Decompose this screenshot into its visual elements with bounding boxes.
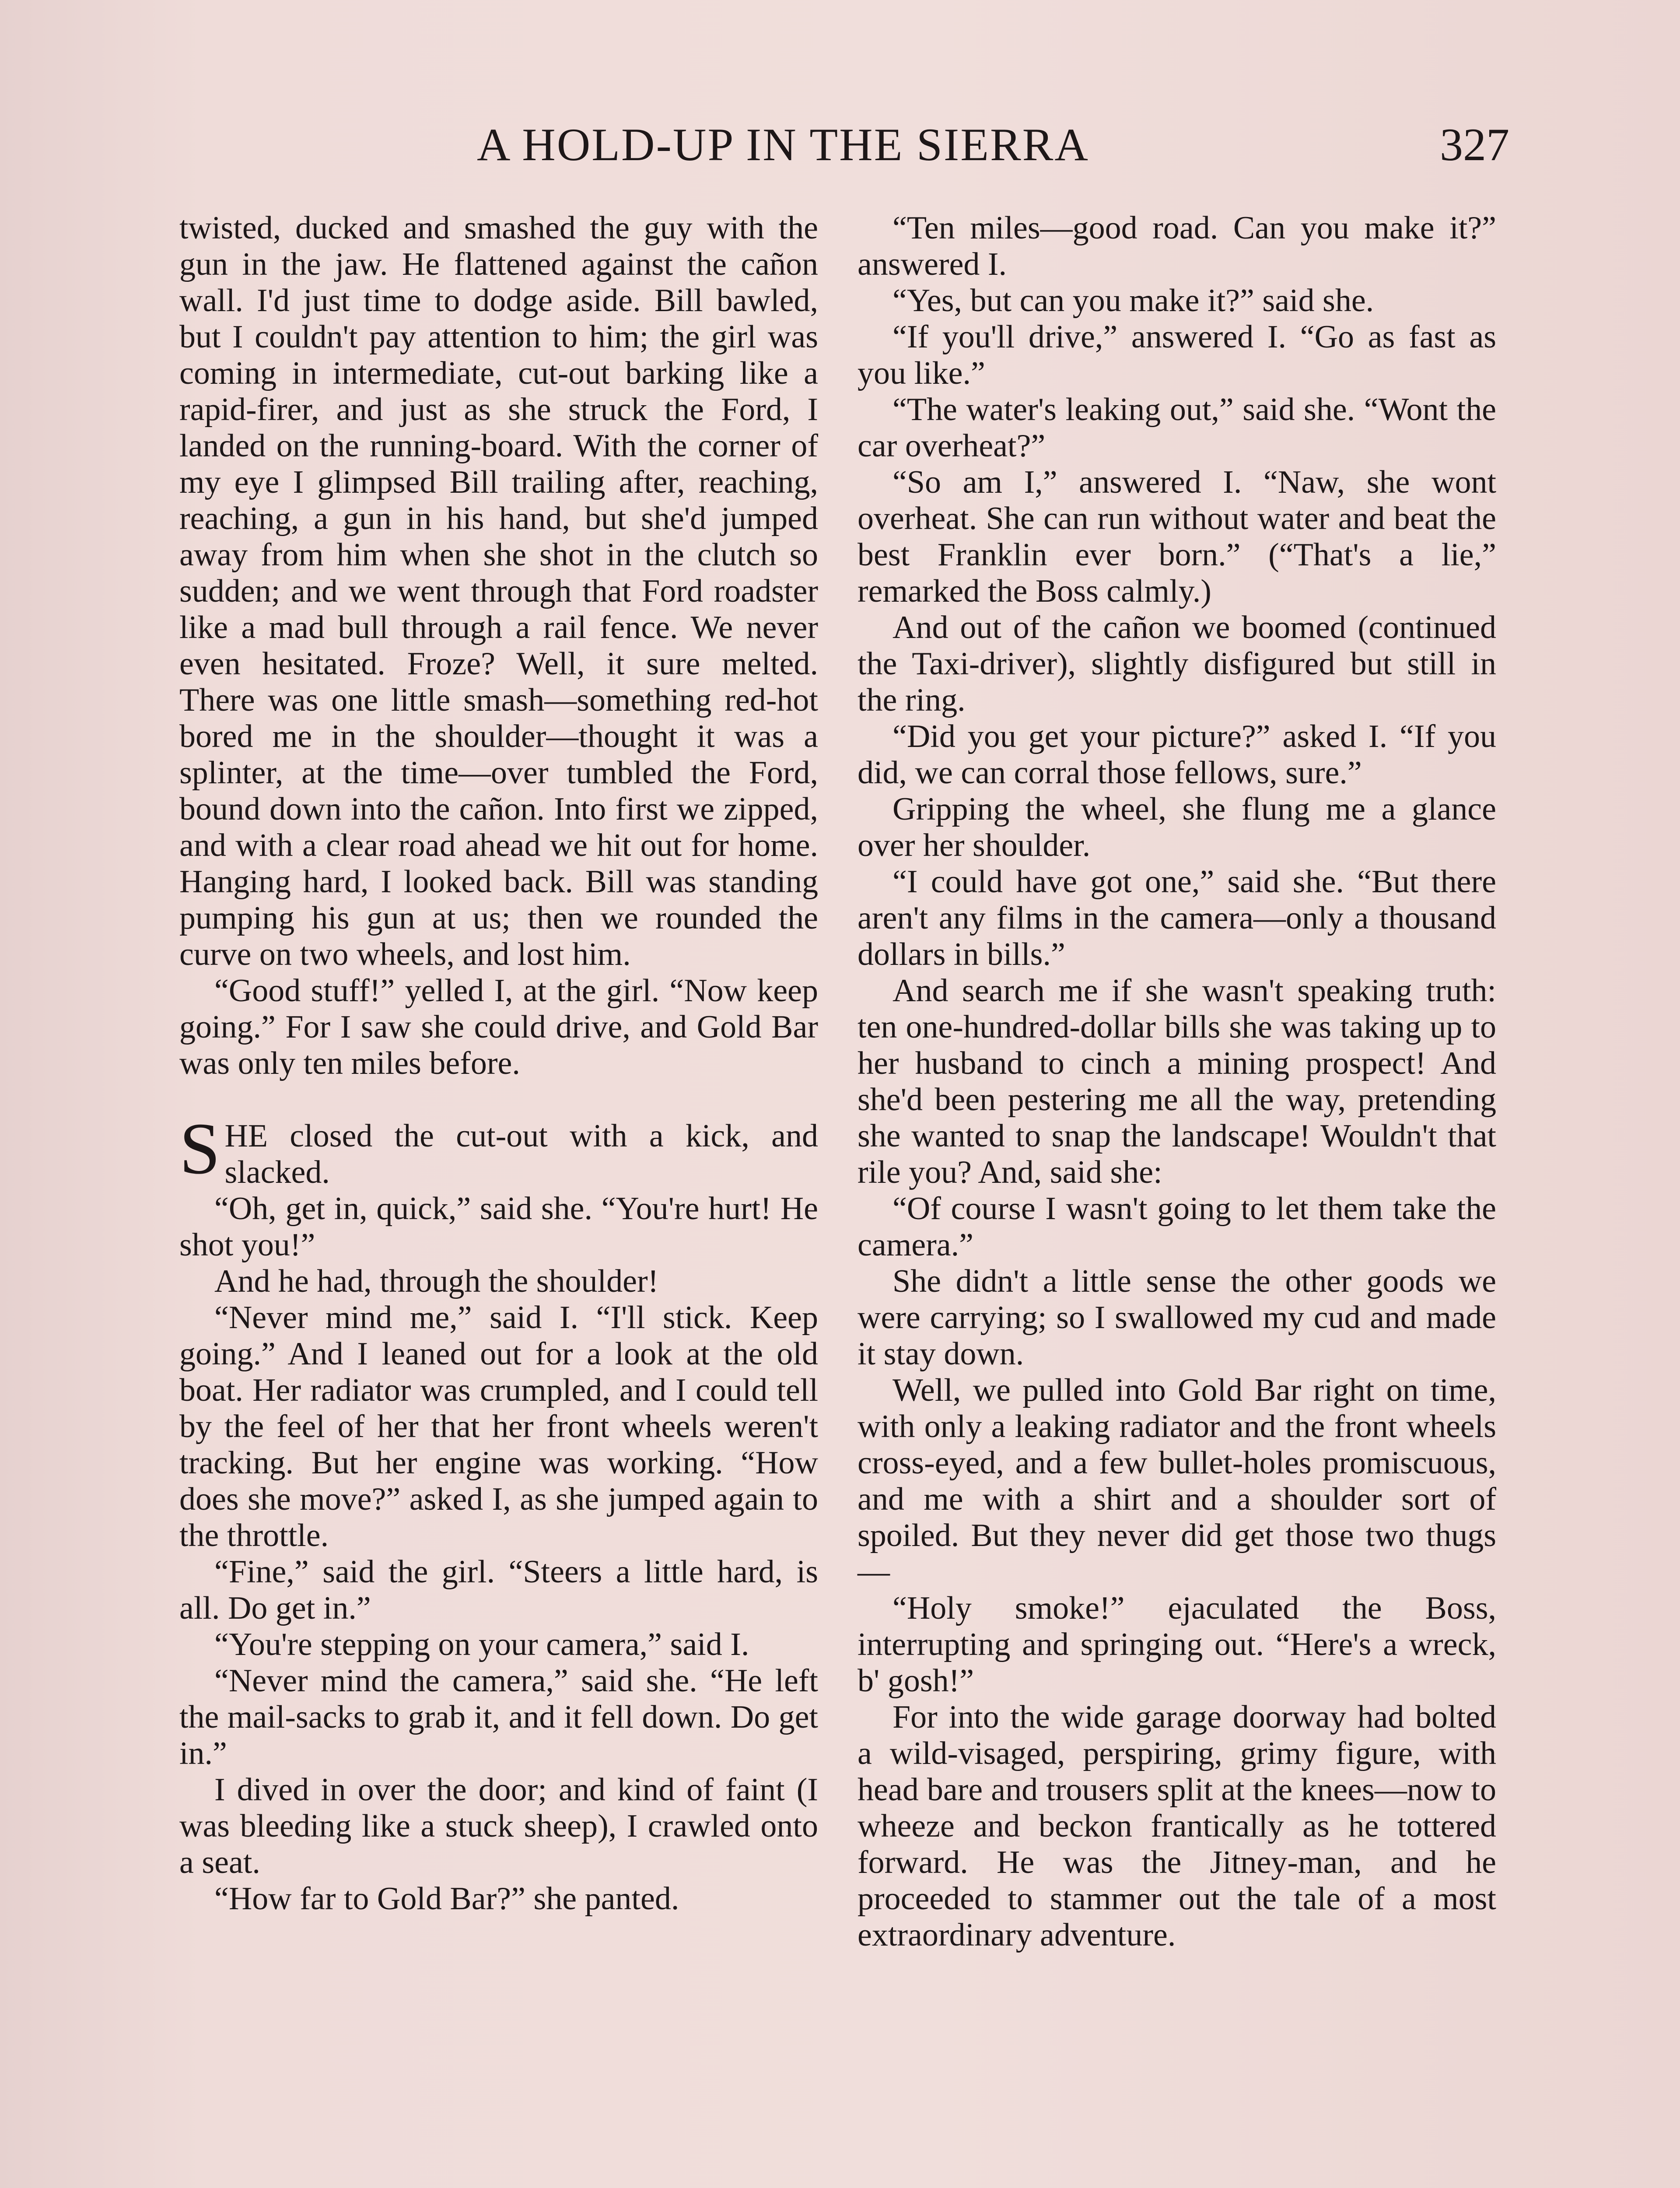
paragraph: And he had, through the shoulder! <box>214 1263 659 1299</box>
paragraph: “If you'll drive,” answered I. “Go as fast as you like.” <box>858 319 1496 391</box>
paragraph: And search me if she wasn't speaking truth: ten one-hundred-dollar bills she was taking up to her husband to cinch a mining prospect! And she'd been pestering me all the way, pretending she wanted to snap the landscape! Wouldn't that rile you? And, said she: <box>858 973 1496 1190</box>
right-column <box>858 210 1496 1953</box>
paragraph: She didn't a little sense the other goods we were carrying; so I swallowed my cud and made it stay down. <box>858 1263 1496 1372</box>
paragraph: Well, we pulled into Gold Bar right on time, with only a leaking radiator and the front wheels cross-eyed, and a few bullet-holes promiscuous, and me with a shirt and a shoulder sort of spoiled. But they never did get those two thugs— <box>858 1372 1496 1590</box>
paragraph: “Fine,” said the girl. “Steers a little hard, is all. Do get in.” <box>179 1554 818 1626</box>
paragraph: “You're stepping on your camera,” said I. <box>214 1627 749 1662</box>
paragraph: “So am I,” answered I. “Naw, she wont overheat. She can run without water and beat the best Franklin ever born.” (“That's a lie,” remarked the Boss calmly.) <box>858 464 1496 609</box>
section-opening-paragraph <box>179 1108 818 1191</box>
running-title: A HOLD-UP IN THE SIERRA <box>477 119 1089 170</box>
paragraph: “Ten miles—good road. Can you make it?” answered I. <box>858 210 1496 282</box>
paragraph-text: HE closed the cut-out with a kick, and slacked. <box>224 1118 818 1190</box>
paragraph: “Of course I wasn't going to let them take the camera.” <box>858 1191 1496 1263</box>
paragraph: “Yes, but can you make it?” said she. <box>892 283 1374 319</box>
paragraph: twisted, ducked and smashed the guy with the gun in the jaw. He flattened against the cañon wall. I'd just time to dodge aside. Bill bawled, but I couldn't pay attention to him; the girl was coming in intermediate, cut-out barking like a rapid-firer, and just as she struck the Ford, I landed on the running-board. With the corner of my eye I glimpsed Bill trailing after, reaching, reaching, a gun in his hand, but she'd jumped away from him when she shot in the clutch so sudden; and we went through that Ford roadster like a mad bull through a rail fence. We never even hesitated. Froze? Well, it sure melted. There was one little smash—something red-hot bored me in the shoulder—thought it was a splinter, at the time—over tumbled the Ford, bound down into the cañon. Into first we zipped, and with a clear road ahead we hit out for home. Hanging hard, I looked back. Bill was standing pumping his gun at us; then we rounded the curve on two wheels, and lost him. <box>179 210 818 972</box>
page-number: 327 <box>1440 119 1509 170</box>
paragraph: “Oh, get in, quick,” said she. “You're hurt! He shot you!” <box>179 1191 818 1263</box>
paragraph: “Holy smoke!” ejaculated the Boss, interrupting and springing out. “Here's a wreck, b' gosh!” <box>858 1590 1496 1699</box>
page-header <box>477 118 1509 184</box>
paragraph: “How far to Gold Bar?” she panted. <box>214 1881 679 1917</box>
paragraph: “I could have got one,” said she. “But there aren't any films in the camera—only a thousand dollars in bills.” <box>858 864 1496 972</box>
paragraph: “Good stuff!” yelled I, at the girl. “Now keep going.” For I saw she could drive, and Gold Bar was only ten miles before. <box>179 973 818 1081</box>
left-column <box>179 210 818 1917</box>
paragraph: “Did you get your picture?” asked I. “If you did, we can corral those fellows, sure.” <box>858 719 1496 791</box>
paragraph: “Never mind me,” said I. “I'll stick. Keep going.” And I leaned out for a look at the old boat. Her radiator was crumpled, and I could tell by the feel of her that her front wheels weren't tracking. But her engine was working. “How does she move?” asked I, as she jumped again to the throttle. <box>179 1300 818 1553</box>
paragraph: I dived in over the door; and kind of faint (I was bleeding like a stuck sheep), I crawled onto a seat. <box>179 1772 818 1880</box>
paragraph: “Never mind the camera,” said she. “He left the mail-sacks to grab it, and it fell down. Do get in.” <box>179 1663 818 1771</box>
drop-cap: S <box>179 1108 220 1189</box>
paragraph: For into the wide garage doorway had bolted a wild-visaged, perspiring, grimy figure, with head bare and trousers split at the knees—now to wheeze and beckon frantically as he tottered forward. He was the Jitney-man, and he proceeded to stammer out the tale of a most extraordinary adventure. <box>858 1699 1496 1953</box>
paragraph: And out of the cañon we boomed (continued the Taxi-driver), slightly disfigured but still in the ring. <box>858 610 1496 718</box>
paragraph: “The water's leaking out,” said she. “Wont the car overheat?” <box>858 392 1496 464</box>
paragraph: Gripping the wheel, she flung me a glance over her shoulder. <box>858 791 1496 863</box>
